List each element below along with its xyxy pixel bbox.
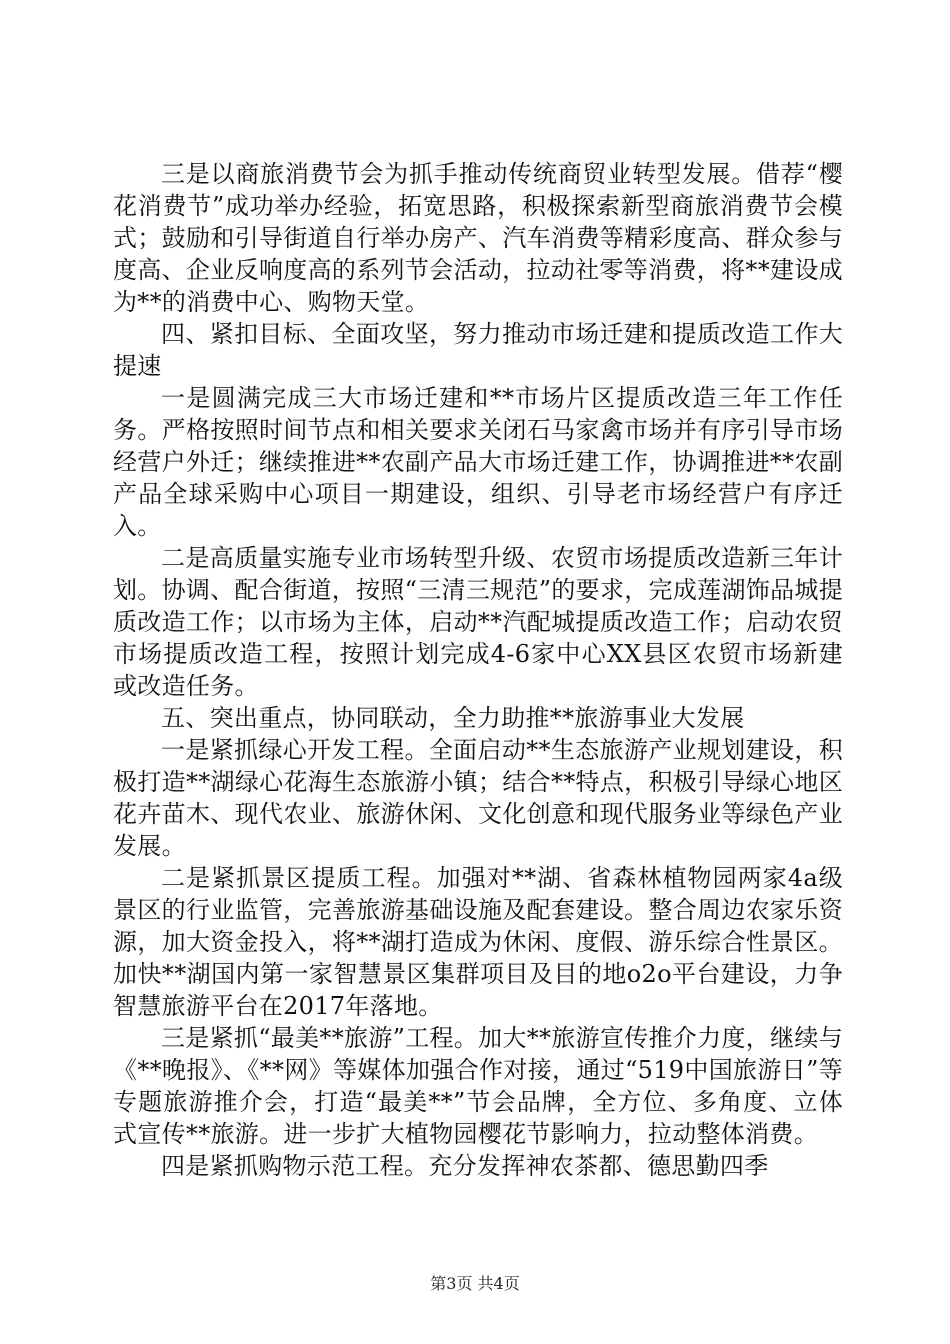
section-heading: 五、突出重点，协同联动，全力助推**旅游事业大发展 bbox=[161, 704, 745, 732]
paragraph: 一是紧抓绿心开发工程。全面启动**生态旅游产业规划建设，积极打造**湖绿心花海生态旅游小镇；结合**特点，积极引导绿心地区花卉苗木、现代农业、旅游休闲、文化创意和现代服务业等绿色产业发展。 bbox=[113, 736, 843, 860]
paragraph: 一是圆满完成三大市场迁建和**市场片区提质改造三年工作任务。严格按照时间节点和相关要求关闭石马家禽市场并有序引导市场经营户外迁；继续推进**农副产品大市场迁建工作，协调推进**农副产品全球采购中心项目一期建设，组织、引导老市场经营户有序迁入。 bbox=[113, 384, 843, 540]
paragraph: 三是紧抓“最美**旅游”工程。加大**旅游宣传推介力度，继续与《**晚报》、《**网》等媒体加强合作对接，通过“519中国旅游日”等专题旅游推介会，打造“最美**”节会品牌，全方位、多角度、立体式宣传**旅游。进一步扩大植物园樱花节影响力，拉动整体消费。 bbox=[113, 1024, 843, 1148]
paragraph: 二是高质量实施专业市场转型升级、农贸市场提质改造新三年计划。协调、配合街道，按照“三清三规范”的要求，完成莲湖饰品城提质改造工作；以市场为主体，启动**汽配城提质改造工作；启动农贸市场提质改造工程，按照计划完成4-6家中心XX县区农贸市场新建或改造任务。 bbox=[113, 544, 843, 700]
paragraph: 四是紧抓购物示范工程。充分发挥神农茶都、德思勤四季 bbox=[161, 1152, 769, 1180]
document-body bbox=[113, 158, 843, 1182]
paragraph: 三是以商旅消费节会为抓手推动传统商贸业转型发展。借荐“樱花消费节”成功举办经验，拓宽思路，积极探索新型商旅消费节会模式；鼓励和引导街道自行举办房产、汽车消费等精彩度高、群众参与度高、企业反响度高的系列节会活动，拉动社零等消费，将**建设成为**的消费中心、购物天堂。 bbox=[113, 160, 843, 316]
paragraph: 二是紧抓景区提质工程。加强对**湖、省森林植物园两家4a级景区的行业监管，完善旅游基础设施及配套建设。整合周边农家乐资源，加大资金投入，将**湖打造成为休闲、度假、游乐综合性景区。加快**湖国内第一家智慧景区集群项目及目的地o2o平台建设，力争智慧旅游平台在2017年落地。 bbox=[113, 864, 843, 1020]
page-footer: 第3页 共4页 bbox=[430, 1274, 520, 1293]
section-heading: 四、紧扣目标、全面攻坚，努力推动市场迁建和提质改造工作大提速 bbox=[113, 320, 843, 380]
